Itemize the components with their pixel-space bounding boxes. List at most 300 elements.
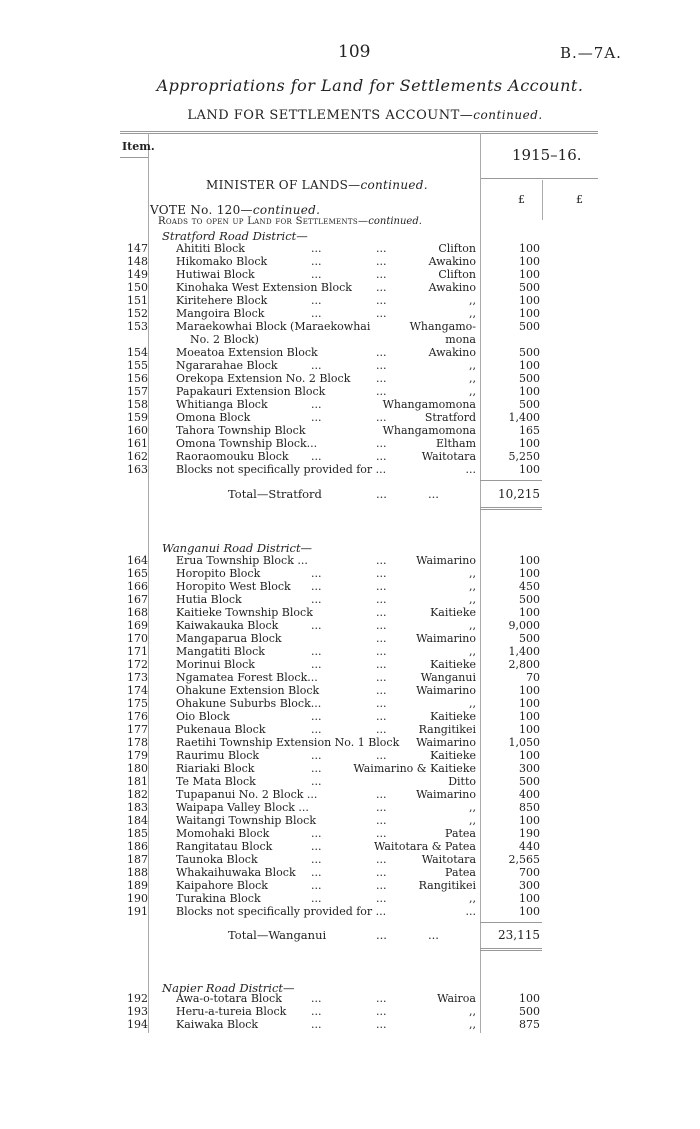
block-name: Raurimu Block xyxy=(176,749,260,762)
amount: 100 xyxy=(519,749,540,762)
item-number: 159 xyxy=(127,411,148,424)
wanganui-total-dots-1: ... xyxy=(376,928,387,942)
vote-label: VOTE No. 120— xyxy=(150,203,253,217)
roads-heading xyxy=(158,216,422,227)
road-district: Waitotara & Patea xyxy=(373,840,476,853)
table-row xyxy=(0,437,700,450)
item-number: 157 xyxy=(127,385,148,398)
table-row xyxy=(0,372,700,385)
item-number: 155 xyxy=(127,359,148,372)
road-district: Ditto xyxy=(448,775,476,788)
leader-dots: ... xyxy=(311,892,322,905)
block-name: Maraekowhai Block (Maraekowhai xyxy=(176,320,371,333)
road-district: Patea xyxy=(445,827,476,840)
document-code: B.—7A. xyxy=(560,44,622,62)
item-number: 161 xyxy=(127,437,148,450)
block-name: Ohakune Suburbs Block... xyxy=(176,697,322,710)
table-row xyxy=(0,463,700,476)
napier-district-title: Napier Road District— xyxy=(162,981,295,995)
amount: 500 xyxy=(519,1005,540,1018)
block-name: Whitianga Block xyxy=(176,398,268,411)
block-name: Oio Block xyxy=(176,710,230,723)
amount: 100 xyxy=(519,892,540,905)
block-name: Hutiwai Block xyxy=(176,268,255,281)
table-row xyxy=(0,606,700,619)
item-number: 147 xyxy=(127,242,148,255)
road-district: ... xyxy=(465,905,476,918)
amount: 875 xyxy=(519,1018,540,1031)
amount: 500 xyxy=(519,398,540,411)
stratford-total-amount: 10,215 xyxy=(498,487,540,501)
amount: 100 xyxy=(519,268,540,281)
road-district: Wanganui xyxy=(420,671,476,684)
item-number: 173 xyxy=(127,671,148,684)
block-name: Kaipahore Block xyxy=(176,879,268,892)
leader-dots: ... xyxy=(311,1005,322,1018)
block-name: Ngararahae Block xyxy=(176,359,278,372)
leader-dots: ... xyxy=(311,827,322,840)
block-name: Kaitieke Township Block xyxy=(176,606,313,619)
amount: 500 xyxy=(519,593,540,606)
amount: 100 xyxy=(519,554,540,567)
leader-dots: ... xyxy=(376,879,387,892)
leader-dots: ... xyxy=(311,992,322,1005)
road-district: Waimarino xyxy=(416,788,476,801)
table-row xyxy=(0,281,700,294)
amount: 1,400 xyxy=(508,411,540,424)
leader-dots: ... xyxy=(311,307,322,320)
leader-dots: ... xyxy=(376,645,387,658)
road-district: Waimarino xyxy=(416,736,476,749)
second-amount-column-rule xyxy=(542,180,543,220)
item-number: 194 xyxy=(127,1018,148,1031)
leader-dots: ... xyxy=(376,853,387,866)
road-district: ,, xyxy=(469,801,476,814)
block-name: Blocks not specifically provided for ... xyxy=(176,905,387,918)
table-row xyxy=(0,580,700,593)
leader-dots: ... xyxy=(376,723,387,736)
amount: 100 xyxy=(519,710,540,723)
block-name: Omona Township Block... xyxy=(176,437,318,450)
table-row xyxy=(0,268,700,281)
block-name: Raoraomouku Block xyxy=(176,450,289,463)
item-number: 181 xyxy=(127,775,148,788)
table-row xyxy=(0,801,700,814)
leader-dots: ... xyxy=(311,398,322,411)
leader-dots: ... xyxy=(376,866,387,879)
leader-dots: ... xyxy=(376,450,387,463)
amount: 1,400 xyxy=(508,645,540,658)
item-number: 158 xyxy=(127,398,148,411)
leader-dots: ... xyxy=(311,879,322,892)
block-name: Kiritehere Block xyxy=(176,294,268,307)
road-district: ,, xyxy=(469,359,476,372)
table-row xyxy=(0,255,700,268)
leader-dots: ... xyxy=(376,684,387,697)
item-number: 186 xyxy=(127,840,148,853)
item-number: 149 xyxy=(127,268,148,281)
block-name: Ngamatea Forest Block... xyxy=(176,671,318,684)
item-number: 187 xyxy=(127,853,148,866)
amount: 1,050 xyxy=(508,736,540,749)
table-row xyxy=(0,567,700,580)
amount: 100 xyxy=(519,359,540,372)
leader-dots: ... xyxy=(376,697,387,710)
block-name: Mangoira Block xyxy=(176,307,265,320)
road-district: ... xyxy=(465,463,476,476)
leader-dots: ... xyxy=(311,840,322,853)
table-row xyxy=(0,992,700,1005)
road-district: ,, xyxy=(469,1018,476,1031)
item-number: 150 xyxy=(127,281,148,294)
subheading-main: LAND FOR SETTLEMENTS ACCOUNT— xyxy=(187,108,474,123)
block-name: Moeatoa Extension Block xyxy=(176,346,318,359)
wanganui-district-title: Wanganui Road District— xyxy=(162,541,313,555)
wanganui-total-label: Total—Wanganui xyxy=(228,928,327,942)
item-number: 151 xyxy=(127,294,148,307)
leader-dots: ... xyxy=(376,827,387,840)
table-row xyxy=(0,385,700,398)
stratford-total-dots-1: ... xyxy=(376,487,387,501)
amount: 100 xyxy=(519,437,540,450)
table-row xyxy=(0,593,700,606)
ministry-continued: continued. xyxy=(360,178,428,192)
item-number: 189 xyxy=(127,879,148,892)
leader-dots: ... xyxy=(311,723,322,736)
item-number: 174 xyxy=(127,684,148,697)
table-row xyxy=(0,411,700,424)
road-district: ,, xyxy=(469,1005,476,1018)
subheading-continued: continued. xyxy=(473,108,543,122)
amount: 300 xyxy=(519,762,540,775)
road-district: Waimarino & Kaitieke xyxy=(353,762,476,775)
amount: 450 xyxy=(519,580,540,593)
road-district: Kaitieke xyxy=(430,606,476,619)
amount: 100 xyxy=(519,606,540,619)
road-district: Whangamo- xyxy=(409,320,476,333)
block-name: Te Mata Block xyxy=(176,775,256,788)
item-number: 182 xyxy=(127,788,148,801)
amount: 190 xyxy=(519,827,540,840)
amount: 165 xyxy=(519,424,540,437)
block-name: Waipapa Valley Block ... xyxy=(176,801,309,814)
leader-dots: ... xyxy=(376,1005,387,1018)
road-district: ,, xyxy=(469,593,476,606)
block-name: Orekopa Extension No. 2 Block xyxy=(176,372,351,385)
amount: 100 xyxy=(519,385,540,398)
block-name: Kinohaka West Extension Block xyxy=(176,281,352,294)
table-row xyxy=(0,905,700,918)
item-number: 164 xyxy=(127,554,148,567)
item-number: 175 xyxy=(127,697,148,710)
road-district: Whangamomona xyxy=(382,424,476,437)
block-name: Taunoka Block xyxy=(176,853,258,866)
item-number: 162 xyxy=(127,450,148,463)
item-number: 176 xyxy=(127,710,148,723)
road-district: Whangamomona xyxy=(382,398,476,411)
leader-dots: ... xyxy=(311,242,322,255)
leader-dots: ... xyxy=(311,359,322,372)
block-name: Horopito West Block xyxy=(176,580,291,593)
stratford-district-title: Stratford Road District— xyxy=(162,229,308,243)
amount: 400 xyxy=(519,788,540,801)
vote-continued: continued. xyxy=(252,203,321,217)
table-row xyxy=(0,424,700,437)
leader-dots: ... xyxy=(376,1018,387,1031)
item-number: 177 xyxy=(127,723,148,736)
amount: 100 xyxy=(519,697,540,710)
table-row xyxy=(0,398,700,411)
road-district: ,, xyxy=(469,294,476,307)
road-district: Eltham xyxy=(435,437,476,450)
road-district: ,, xyxy=(469,619,476,632)
ministry-heading xyxy=(206,178,428,192)
amount: 2,565 xyxy=(508,853,540,866)
item-number: 168 xyxy=(127,606,148,619)
item-number: 183 xyxy=(127,801,148,814)
table-row xyxy=(0,645,700,658)
leader-dots: ... xyxy=(376,632,387,645)
item-number: 178 xyxy=(127,736,148,749)
leader-dots: ... xyxy=(376,294,387,307)
amount: 70 xyxy=(526,671,540,684)
vote-heading xyxy=(150,203,320,217)
leader-dots: ... xyxy=(311,853,322,866)
table-row xyxy=(0,788,700,801)
leader-dots: ... xyxy=(376,385,387,398)
table-row xyxy=(0,723,700,736)
road-district: Kaitieke xyxy=(430,710,476,723)
leader-dots: ... xyxy=(376,671,387,684)
block-name: Tahora Township Block xyxy=(176,424,306,437)
road-district: Waimarino xyxy=(416,632,476,645)
block-name: Blocks not specifically provided for ... xyxy=(176,463,387,476)
road-district: Rangitikei xyxy=(418,879,476,892)
year-column-header: 1915–16. xyxy=(512,146,582,164)
table-top-rule-2 xyxy=(120,133,598,134)
road-district: Wairoa xyxy=(437,992,476,1005)
amount: 100 xyxy=(519,684,540,697)
wanganui-total-underline xyxy=(480,948,542,949)
table-row xyxy=(0,710,700,723)
leader-dots: ... xyxy=(311,268,322,281)
road-district: Patea xyxy=(445,866,476,879)
road-district: Clifton xyxy=(438,268,476,281)
table-row xyxy=(0,762,700,775)
road-district: Waitotara xyxy=(421,450,476,463)
item-number: 148 xyxy=(127,255,148,268)
roads-label: Roads to open up Land for Settlements— xyxy=(158,216,369,227)
item-number: 154 xyxy=(127,346,148,359)
stratford-total-underline-2 xyxy=(480,509,542,510)
amount: 100 xyxy=(519,242,540,255)
item-number: 169 xyxy=(127,619,148,632)
leader-dots: ... xyxy=(311,1018,322,1031)
table-row xyxy=(0,749,700,762)
amount: 5,250 xyxy=(508,450,540,463)
item-number: 153 xyxy=(127,320,148,333)
table-row xyxy=(0,333,700,346)
road-district: ,, xyxy=(469,892,476,905)
item-number: 152 xyxy=(127,307,148,320)
leader-dots: ... xyxy=(376,372,387,385)
leader-dots: ... xyxy=(376,580,387,593)
table-row xyxy=(0,697,700,710)
item-number: 172 xyxy=(127,658,148,671)
page-subheading xyxy=(0,108,700,123)
amount: 500 xyxy=(519,372,540,385)
amount: 100 xyxy=(519,723,540,736)
block-name: Hikomako Block xyxy=(176,255,268,268)
block-name: Rangitatau Block xyxy=(176,840,273,853)
leader-dots: ... xyxy=(376,567,387,580)
table-row xyxy=(0,1005,700,1018)
block-name: Erua Township Block ... xyxy=(176,554,308,567)
leader-dots: ... xyxy=(311,450,322,463)
leader-dots: ... xyxy=(376,710,387,723)
table-row xyxy=(0,879,700,892)
road-district: Waimarino xyxy=(416,554,476,567)
leader-dots: ... xyxy=(376,411,387,424)
leader-dots: ... xyxy=(376,801,387,814)
block-name: Heru-a-tureia Block xyxy=(176,1005,287,1018)
block-name: No. 2 Block) xyxy=(190,333,259,346)
leader-dots: ... xyxy=(376,359,387,372)
table-row xyxy=(0,684,700,697)
item-column-header: Item. xyxy=(122,140,155,153)
item-number: 160 xyxy=(127,424,148,437)
block-name: Raetihi Township Extension No. 1 Block xyxy=(176,736,400,749)
leader-dots: ... xyxy=(311,580,322,593)
table-row xyxy=(0,242,700,255)
table-row xyxy=(0,346,700,359)
block-name: Whakaihuwaka Block xyxy=(176,866,296,879)
amount: 500 xyxy=(519,346,540,359)
leader-dots: ... xyxy=(376,788,387,801)
road-district: ,, xyxy=(469,814,476,827)
leader-dots: ... xyxy=(376,892,387,905)
block-name: Waitangi Township Block xyxy=(176,814,316,827)
item-number: 180 xyxy=(127,762,148,775)
stratford-total-dots-2: ... xyxy=(428,487,439,501)
wanganui-total-amount: 23,115 xyxy=(498,928,540,942)
amount: 100 xyxy=(519,992,540,1005)
item-number: 156 xyxy=(127,372,148,385)
stratford-total-label: Total—Stratford xyxy=(228,487,322,501)
leader-dots: ... xyxy=(311,866,322,879)
currency-symbol-1: £ xyxy=(518,193,525,206)
block-name: Momohaki Block xyxy=(176,827,270,840)
item-number: 167 xyxy=(127,593,148,606)
block-name: Kaiwaka Block xyxy=(176,1018,259,1031)
leader-dots: ... xyxy=(376,619,387,632)
road-district: ,, xyxy=(469,567,476,580)
amount: 100 xyxy=(519,905,540,918)
road-district: ,, xyxy=(469,385,476,398)
leader-dots: ... xyxy=(311,762,322,775)
leader-dots: ... xyxy=(311,645,322,658)
road-district: Awakino xyxy=(428,346,476,359)
item-number: 163 xyxy=(127,463,148,476)
table-row xyxy=(0,619,700,632)
leader-dots: ... xyxy=(311,658,322,671)
table-row xyxy=(0,632,700,645)
amount: 2,800 xyxy=(508,658,540,671)
leader-dots: ... xyxy=(376,281,387,294)
leader-dots: ... xyxy=(311,255,322,268)
road-district: ,, xyxy=(469,580,476,593)
leader-dots: ... xyxy=(311,619,322,632)
table-row xyxy=(0,1018,700,1031)
leader-dots: ... xyxy=(376,606,387,619)
table-row xyxy=(0,814,700,827)
amount: 700 xyxy=(519,866,540,879)
block-name: Ohakune Extension Block xyxy=(176,684,320,697)
block-name: Tupapanui No. 2 Block ... xyxy=(176,788,318,801)
road-district: Clifton xyxy=(438,242,476,255)
wanganui-total-underline-2 xyxy=(480,950,542,951)
stratford-total-rule xyxy=(480,480,542,481)
leader-dots: ... xyxy=(311,593,322,606)
block-name: Pukenaua Block xyxy=(176,723,266,736)
block-name: Omona Block xyxy=(176,411,251,424)
table-top-rule xyxy=(120,131,598,132)
year-header-rule xyxy=(480,178,598,179)
table-row xyxy=(0,307,700,320)
road-district: ,, xyxy=(469,372,476,385)
road-district: Awakino xyxy=(428,255,476,268)
road-district: Awakino xyxy=(428,281,476,294)
road-district: Kaitieke xyxy=(430,749,476,762)
item-number: 166 xyxy=(127,580,148,593)
amount: 440 xyxy=(519,840,540,853)
item-number: 192 xyxy=(127,992,148,1005)
block-name: Papakauri Extension Block xyxy=(176,385,326,398)
road-district: ,, xyxy=(469,307,476,320)
wanganui-total-rule xyxy=(480,922,542,923)
leader-dots: ... xyxy=(376,268,387,281)
item-number: 171 xyxy=(127,645,148,658)
table-row xyxy=(0,736,700,749)
road-district: Stratford xyxy=(424,411,476,424)
block-name: Mangaparua Block xyxy=(176,632,282,645)
leader-dots: ... xyxy=(376,814,387,827)
leader-dots: ... xyxy=(376,992,387,1005)
road-district: Kaitieke xyxy=(430,658,476,671)
table-row xyxy=(0,827,700,840)
table-row xyxy=(0,359,700,372)
block-name: Awa-o-totara Block xyxy=(176,992,282,1005)
table-row xyxy=(0,554,700,567)
table-row xyxy=(0,671,700,684)
page-number: 109 xyxy=(338,42,371,62)
amount: 500 xyxy=(519,281,540,294)
table-row xyxy=(0,866,700,879)
amount: 850 xyxy=(519,801,540,814)
amount: 100 xyxy=(519,255,540,268)
road-district: mona xyxy=(445,333,476,346)
leader-dots: ... xyxy=(376,749,387,762)
block-name: Riariaki Block xyxy=(176,762,255,775)
item-number: 170 xyxy=(127,632,148,645)
item-number: 165 xyxy=(127,567,148,580)
leader-dots: ... xyxy=(311,710,322,723)
table-row xyxy=(0,320,700,333)
item-number: 190 xyxy=(127,892,148,905)
amount: 500 xyxy=(519,775,540,788)
item-number: 193 xyxy=(127,1005,148,1018)
page-heading: Appropriations for Land for Settlements Account. xyxy=(156,76,584,95)
